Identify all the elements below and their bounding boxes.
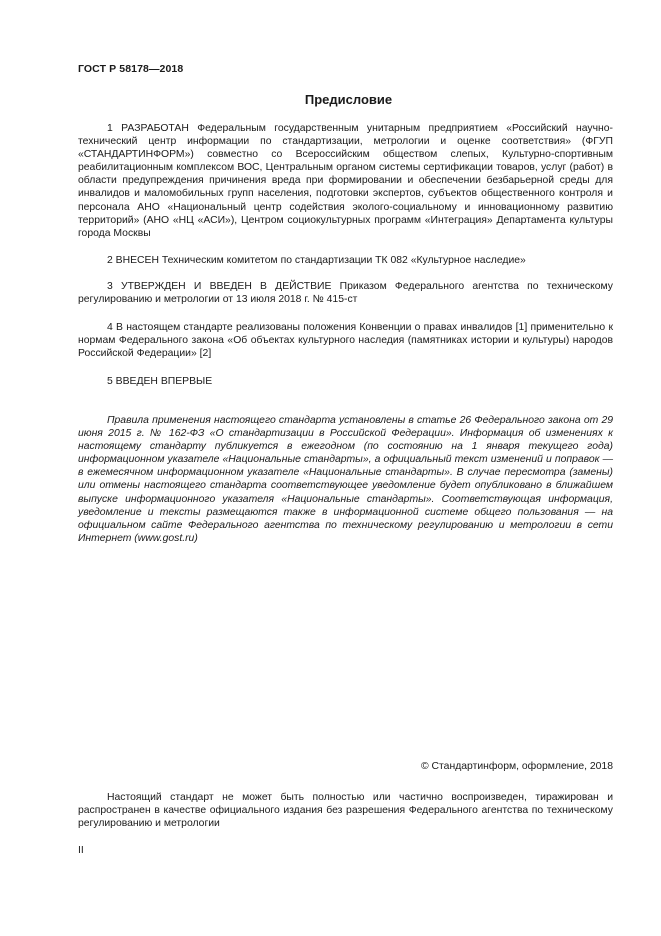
reproduction-note: Настоящий стандарт не может быть полностью или частично воспроизведен, тиражирован и распространен в качестве официального издания без разрешения Федерального агентства по техническому регулированию и метрологии (78, 792, 613, 830)
preface-item-2: 2 ВНЕСЕН Техническим комитетом по стандартизации ТК 082 «Культурное наследие» (107, 255, 526, 266)
standard-id: ГОСТ Р 58178—2018 (78, 63, 184, 75)
preface-item-3: 3 УТВЕРЖДЕН И ВВЕДЕН В ДЕЙСТВИЕ Приказом Федерального агентства по техническому регулированию и метрологии от 13 июля 2018 г. № 415-ст (78, 281, 613, 306)
rules-note: Правила применения настоящего стандарта установлены в статье 26 Федерального закона от 29 июня 2015 г. № 162-ФЗ «О стандартизации в Российской Федерации». Информация об изменениях к настоящему стандарту публикуется в ежегодном (по состоянию на 1 января текущего года) информационном указателе «Национальные стандарты», а официальный текст изменений и поправок — в ежемесячном информационном указателе «Национальные стандарты». В случае пересмотра (замены) или отмены настоящего стандарта соответствующее уведомление будет опубликовано в ближайшем выпуске информационного указателя «Национальные стандарты». Соответствующая информация, уведомление и тексты размещаются также в информационной системе общего пользования — на официальном сайте Федерального агентства по техническому регулированию и метрологии в сети Интернет (www.gost.ru) (78, 415, 613, 544)
copyright: © Стандартинформ, оформление, 2018 (420, 761, 613, 772)
preface-item-1: 1 РАЗРАБОТАН Федеральным государственным унитарным предприятием «Российский научно-технический центр информации по стандартизации, метрологии и оценке соответствия» (ФГУП «СТАНДАРТИНФОРМ») совместно со Всероссийским обществом слепых, Культурно-спортивным реабилитационным комплексом ВОС, Центральным органом системы сертификации товаров, услуг (работ) в области предупреждения причинения вреда при формировании и обеспечении безбарьерной среды для инвалидов и маломобильных групп населения, подготовки экспертов, субъектов общественного контроля и персонала АНО «Национальный центр содействия эколого-социальному и инновационному развитию территорий» (АНО «НЦ «АСИ»), Центром социокультурных программ «Интеграция» Департамента культуры города Москвы (78, 123, 613, 239)
preface-item-5: 5 ВВЕДЕН ВПЕРВЫЕ (107, 376, 213, 387)
page-number: II (78, 845, 84, 856)
preface-item-4: 4 В настоящем стандарте реализованы положения Конвенции о правах инвалидов [1] применительно к нормам Федерального закона «Об объектах культурного наследия (памятниках истории и культуры) народов Российской Федерации» [2] (78, 322, 613, 360)
page-title: Предисловие (304, 92, 393, 107)
